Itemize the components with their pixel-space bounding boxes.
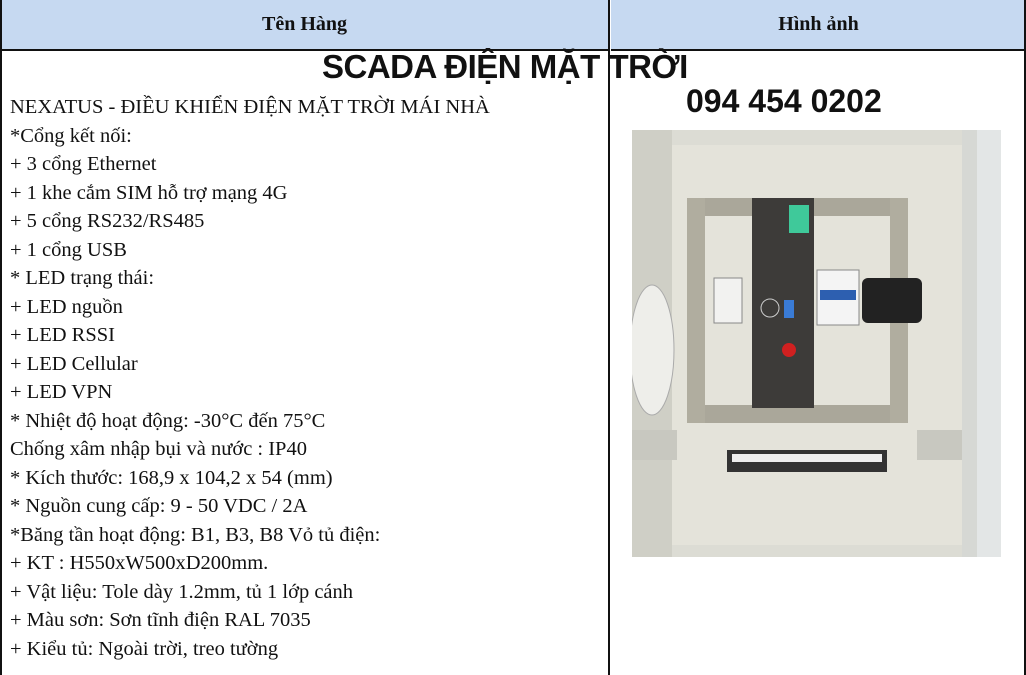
description-line: + LED nguồn xyxy=(10,295,123,318)
left-border xyxy=(0,0,2,675)
description-line: + 5 cổng RS232/RS485 xyxy=(10,210,205,232)
header-label: Tên Hàng xyxy=(261,13,348,35)
description-line: *Cổng kết nối: xyxy=(10,124,132,147)
description-line: * Kích thước: 168,9 x 104,2 x 54 (mm) xyxy=(10,466,333,489)
description-line: * Nhiệt độ hoạt động: -30°C đến 75°C xyxy=(10,409,326,432)
description-line: NEXATUS - ĐIỀU KHIỂN ĐIỆN MẶT TRỜI MÁI NHÀ xyxy=(10,96,490,118)
description-line: + LED Cellular xyxy=(10,352,138,375)
product-description xyxy=(10,93,605,663)
description-line: + LED RSSI xyxy=(10,324,115,346)
description-line: + 1 khe cắm SIM hỗ trợ mạng 4G xyxy=(10,181,288,204)
description-line: + 3 cổng Ethernet xyxy=(10,153,157,175)
phone-number: 094 454 0202 xyxy=(686,83,882,119)
description-line: + Màu sơn: Sơn tĩnh điện RAL 7035 xyxy=(10,609,311,631)
product-photo xyxy=(632,130,1001,557)
description-line: * LED trạng thái: xyxy=(10,267,155,289)
column-divider xyxy=(608,0,610,675)
description-line: + KT : H550xW500xD200mm. xyxy=(10,552,269,574)
header-ten-hang xyxy=(0,0,609,51)
description-line: Chống xâm nhập bụi và nước : IP40 xyxy=(10,438,307,460)
description-line: + Kiểu tủ: Ngoài trời, treo tường xyxy=(10,637,279,660)
header-label: Hình ảnh xyxy=(778,13,859,35)
description-line: *Băng tần hoạt động: B1, B3, B8 Vỏ tủ điện: xyxy=(10,523,381,546)
header-hinh-anh xyxy=(611,0,1026,51)
description-line: * Nguồn cung cấp: 9 - 50 VDC / 2A xyxy=(10,495,308,517)
description-line: + 1 cổng USB xyxy=(10,238,127,261)
description-line: + Vật liệu: Tole dày 1.2mm, tủ 1 lớp cánh xyxy=(10,580,354,603)
banner-title: SCADA ĐIỆN MẶT TRỜI xyxy=(322,48,688,85)
description-line: + LED VPN xyxy=(10,381,113,403)
